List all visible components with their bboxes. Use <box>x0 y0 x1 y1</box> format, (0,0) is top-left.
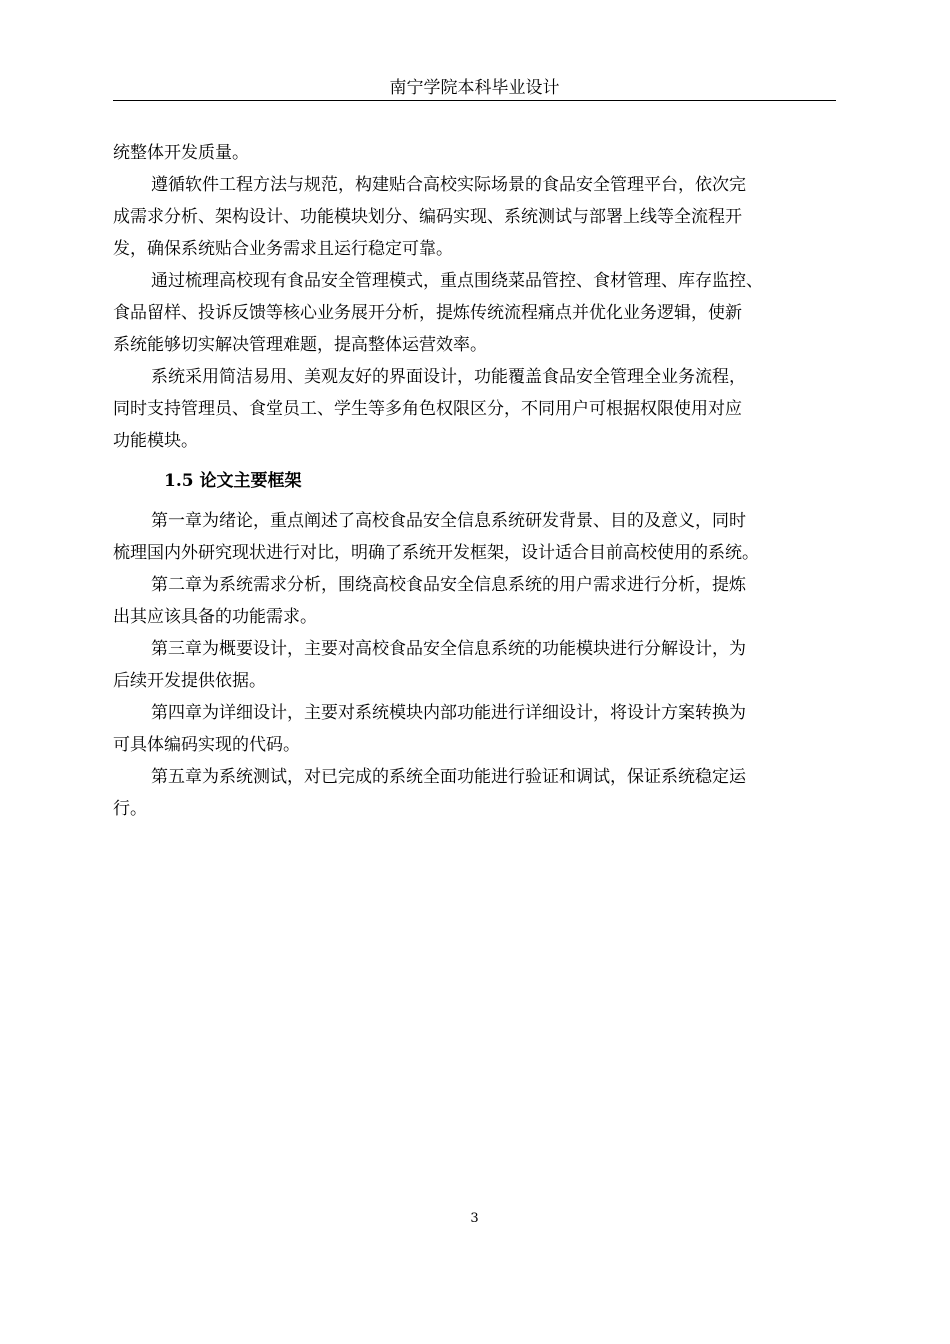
page-header-title: 南宁学院本科毕业设计 <box>389 78 560 98</box>
paragraph-line: 第四章为详细设计，主要对系统模块内部功能进行详细设计，将设计方案转换为 <box>151 703 746 723</box>
body-paragraph <box>113 265 836 361</box>
paragraph-line: 第五章为系统测试，对已完成的系统全面功能进行验证和调试，保证系统稳定运 <box>151 767 746 787</box>
paragraph-line: 通过梳理高校现有食品安全管理模式，重点围绕菜品管控、食材管理、库存监控、 <box>151 271 763 291</box>
continuation-paragraph <box>113 137 836 169</box>
paragraph-line: 发，确保系统贴合业务需求且运行稳定可靠。 <box>113 239 453 259</box>
paragraph-line: 第二章为系统需求分析，围绕高校食品安全信息系统的用户需求进行分析，提炼 <box>151 575 746 595</box>
header-rule <box>113 100 836 101</box>
paragraph-line: 可具体编码实现的代码。 <box>113 735 300 755</box>
body-paragraph <box>113 633 836 697</box>
paragraph-line: 第一章为绪论，重点阐述了高校食品安全信息系统研发背景、目的及意义，同时 <box>151 511 746 531</box>
paragraph-line: 第三章为概要设计，主要对高校食品安全信息系统的功能模块进行分解设计，为 <box>151 639 746 659</box>
paragraph-line: 功能模块。 <box>113 431 198 451</box>
paragraph-line: 系统采用简洁易用、美观友好的界面设计，功能覆盖食品安全管理全业务流程， <box>151 367 746 387</box>
paragraph-line: 同时支持管理员、食堂员工、学生等多角色权限区分，不同用户可根据权限使用对应 <box>113 399 742 419</box>
body-paragraph <box>113 169 836 265</box>
paragraph-line: 系统能够切实解决管理难题，提高整体运营效率。 <box>113 335 487 355</box>
paragraph-line: 出其应该具备的功能需求。 <box>113 607 317 627</box>
document-body <box>113 137 836 825</box>
paragraph-line: 行。 <box>113 799 147 819</box>
paragraph-line: 遵循软件工程方法与规范，构建贴合高校实际场景的食品安全管理平台，依次完 <box>151 175 746 195</box>
paragraph-line: 后续开发提供依据。 <box>113 671 266 691</box>
body-paragraph <box>113 761 836 825</box>
body-paragraph <box>113 361 836 457</box>
paragraph-line: 成需求分析、架构设计、功能模块划分、编码实现、系统测试与部署上线等全流程开 <box>113 207 742 227</box>
body-paragraph <box>113 697 836 761</box>
body-paragraph <box>113 569 836 633</box>
section-heading: 1.5 论文主要框架 <box>164 471 302 491</box>
paragraph-line: 统整体开发质量。 <box>113 143 249 163</box>
page-number: 3 <box>470 1211 479 1226</box>
paragraph-line: 梳理国内外研究现状进行对比，明确了系统开发框架，设计适合目前高校使用的系统。 <box>113 543 759 563</box>
body-paragraph <box>113 505 836 569</box>
paragraph-line: 食品留样、投诉反馈等核心业务展开分析，提炼传统流程痛点并优化业务逻辑，使新 <box>113 303 742 323</box>
